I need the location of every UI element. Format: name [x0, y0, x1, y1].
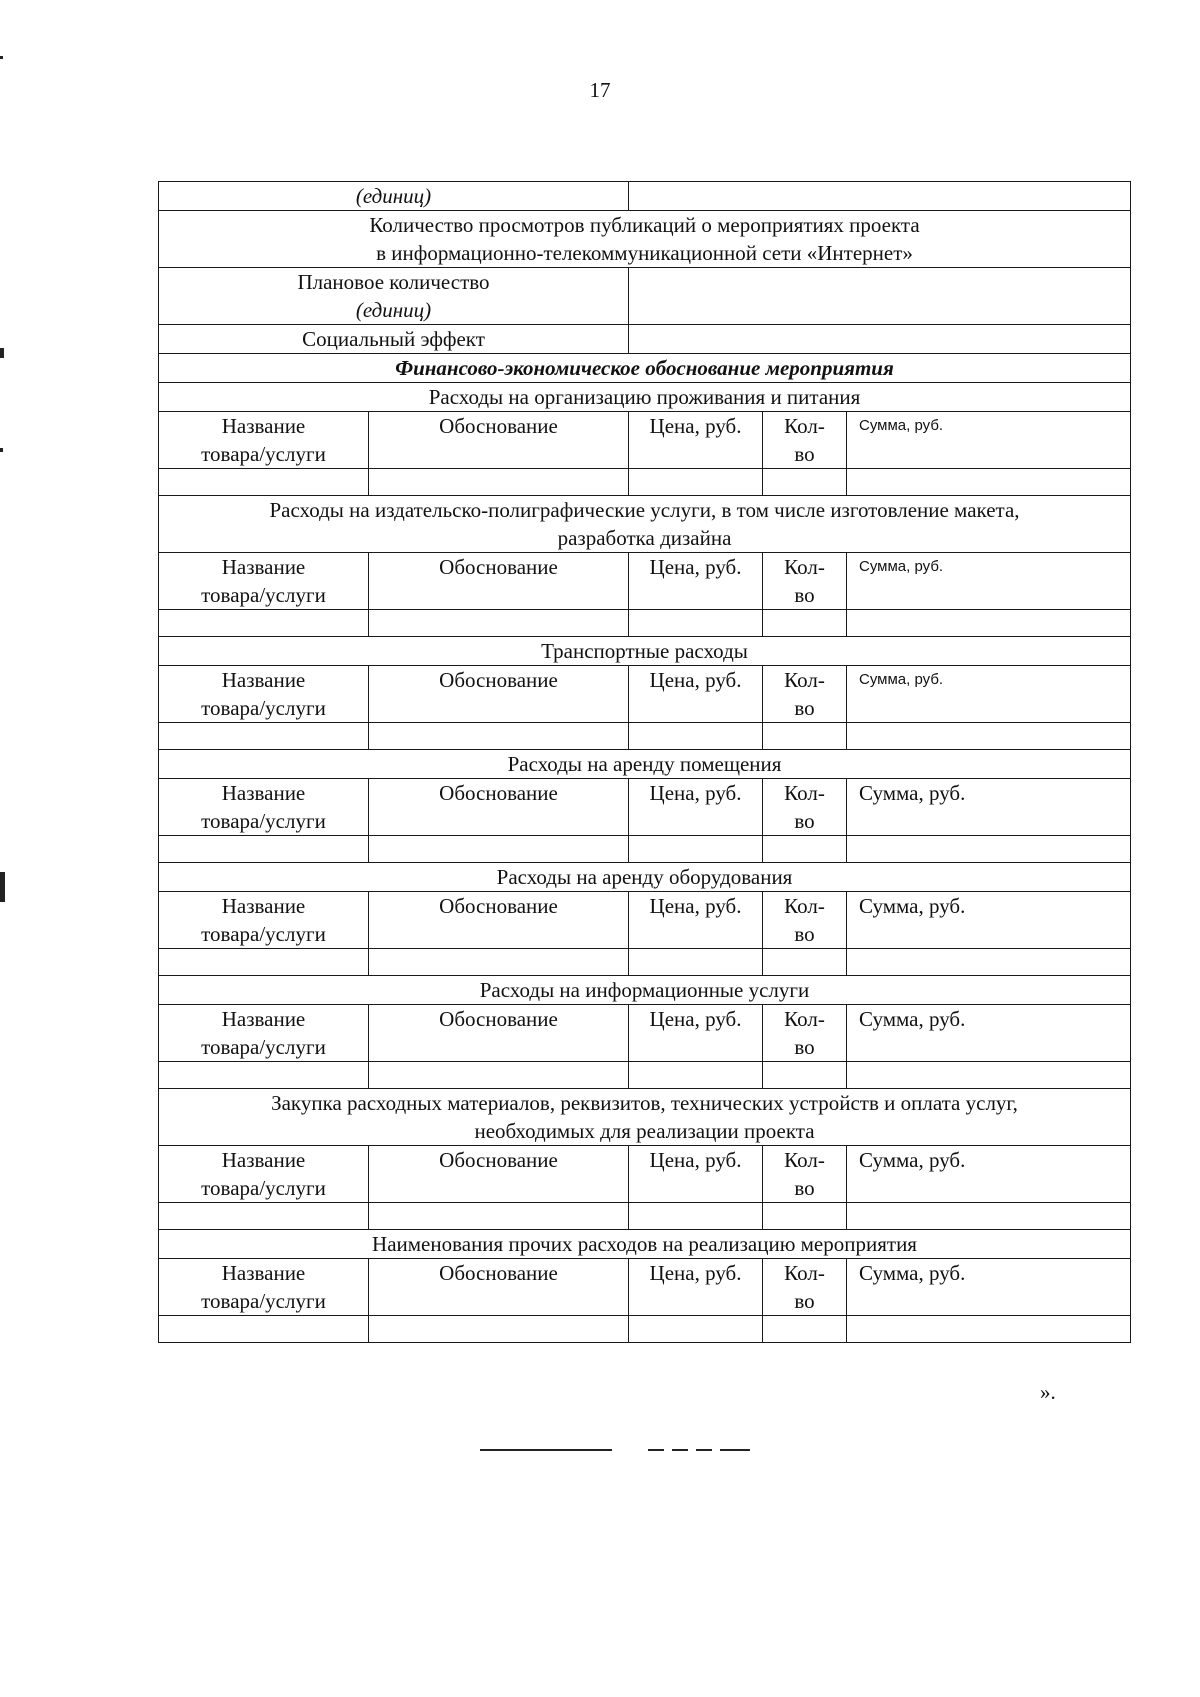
empty-data-row: [159, 1062, 1131, 1089]
empty-data-row: [159, 836, 1131, 863]
column-qty-header-line2: во: [794, 583, 815, 607]
column-qty-header: Кол-: [784, 1148, 825, 1172]
column-name-header: Название: [221, 414, 306, 438]
planned-units: (единиц): [355, 298, 432, 322]
column-name-header-line2: товара/услуги: [201, 583, 326, 607]
column-sum-header: Сумма, руб.: [847, 1146, 1131, 1203]
section-title-line2: разработка дизайна: [557, 526, 732, 550]
section-title-cell: [159, 496, 1131, 553]
section-title-line1: Закупка расходных материалов, реквизитов, технических устройств и оплата услуг,: [271, 1091, 1018, 1115]
column-qty-header: Кол-: [784, 555, 825, 579]
column-price-header: Цена, руб.: [629, 1146, 763, 1203]
column-name-header-line2: товара/услуги: [201, 1035, 326, 1059]
empty-data-row: [159, 1203, 1131, 1230]
section-title: Расходы на организацию проживания и питания: [159, 383, 1131, 412]
column-basis-header: Обоснование: [369, 1146, 629, 1203]
views-title-cell: [159, 211, 1131, 268]
closing-rule: [648, 1449, 664, 1451]
column-name-header: Название: [221, 1007, 306, 1031]
column-price-header: Цена, руб.: [629, 779, 763, 836]
column-price-header: Цена, руб.: [629, 553, 763, 610]
column-name-header: Название: [221, 668, 306, 692]
views-title-line1: Количество просмотров публикаций о мероприятиях проекта: [369, 213, 920, 237]
section-title-line2: необходимых для реализации проекта: [474, 1119, 815, 1143]
social-effect-label-cell: [159, 325, 629, 354]
column-name-header: Название: [221, 555, 306, 579]
social-effect-value-cell: [629, 325, 1131, 354]
project-form-table: [158, 181, 1131, 1343]
column-header-row: [159, 1146, 1131, 1203]
planned-label: Плановое количество: [297, 270, 490, 294]
column-qty-header: Кол-: [784, 781, 825, 805]
column-qty-header-line2: во: [794, 922, 815, 946]
scan-artifact-mark: [0, 56, 3, 59]
section-title: Наименования прочих расходов на реализацию мероприятия: [159, 1230, 1131, 1259]
column-header-row: [159, 779, 1131, 836]
column-qty-header: Кол-: [784, 1007, 825, 1031]
closing-rule: [672, 1449, 688, 1451]
scan-artifact-mark: [0, 448, 3, 452]
column-qty-header: Кол-: [784, 414, 825, 438]
column-qty-header-line2: во: [794, 1035, 815, 1059]
page-number: 17: [589, 78, 611, 102]
column-qty-header-line2: во: [794, 442, 815, 466]
column-sum-header: Сумма, руб.: [847, 666, 1131, 723]
units-label-cell: [159, 182, 629, 211]
column-name-header-line2: товара/услуги: [201, 922, 326, 946]
column-price-header: Цена, руб.: [629, 1005, 763, 1062]
column-name-header-line2: товара/услуги: [201, 442, 326, 466]
column-qty-header-line2: во: [794, 696, 815, 720]
planned-label-cell: [159, 268, 629, 325]
column-basis-header: Обоснование: [369, 779, 629, 836]
column-sum-header: Сумма, руб.: [847, 1259, 1131, 1316]
column-basis-header: Обоснование: [369, 892, 629, 949]
column-name-header-line2: товара/услуги: [201, 1289, 326, 1313]
column-basis-header: Обоснование: [369, 666, 629, 723]
column-sum-header: Сумма, руб.: [847, 779, 1131, 836]
column-basis-header: Обоснование: [369, 1259, 629, 1316]
column-header-row: [159, 892, 1131, 949]
column-name-header: Название: [221, 1148, 306, 1172]
section-title: Расходы на аренду оборудования: [159, 863, 1131, 892]
column-header-row: [159, 1005, 1131, 1062]
column-price-header: Цена, руб.: [629, 666, 763, 723]
section-title-cell: [159, 1089, 1131, 1146]
column-qty-header-line2: во: [794, 809, 815, 833]
views-title-line2: в информационно-телекоммуникационной сети «Интернет»: [376, 241, 913, 265]
column-price-header: Цена, руб.: [629, 1259, 763, 1316]
empty-data-row: [159, 723, 1131, 750]
column-sum-header: Сумма, руб.: [847, 1005, 1131, 1062]
empty-data-row: [159, 949, 1131, 976]
empty-data-row: [159, 469, 1131, 496]
column-name-header: Название: [221, 894, 306, 918]
column-qty-header: Кол-: [784, 1261, 825, 1285]
empty-data-row: [159, 1316, 1131, 1343]
column-name-header-line2: товара/услуги: [201, 809, 326, 833]
column-qty-header-line2: во: [794, 1176, 815, 1200]
column-qty-header: Кол-: [784, 894, 825, 918]
column-basis-header: Обоснование: [369, 1005, 629, 1062]
column-header-row: [159, 553, 1131, 610]
section-title: Расходы на аренду помещения: [159, 750, 1131, 779]
column-sum-header: Сумма, руб.: [847, 412, 1131, 469]
column-qty-header-line2: во: [794, 1289, 815, 1313]
closing-rule: [480, 1449, 612, 1451]
column-name-header: Название: [221, 781, 306, 805]
column-basis-header: Обоснование: [369, 553, 629, 610]
column-sum-header: Сумма, руб.: [847, 892, 1131, 949]
column-qty-header: Кол-: [784, 668, 825, 692]
column-price-header: Цена, руб.: [629, 412, 763, 469]
units-label: (единиц): [355, 184, 432, 208]
column-sum-header: Сумма, руб.: [847, 553, 1131, 610]
column-name-header-line2: товара/услуги: [201, 696, 326, 720]
section-title-line1: Расходы на издательско-полиграфические услуги, в том числе изготовление макета,: [269, 498, 1020, 522]
social-effect-label: Социальный эффект: [302, 327, 485, 351]
column-basis-header: Обоснование: [369, 412, 629, 469]
column-header-row: [159, 1259, 1131, 1316]
scan-artifact-mark: [0, 872, 5, 902]
closing-rule: [696, 1449, 712, 1451]
scan-artifact-mark: [0, 348, 4, 358]
units-value-cell: [629, 182, 1131, 211]
planned-value-cell: [629, 268, 1131, 325]
financial-title: Финансово-экономическое обоснование мероприятия: [159, 354, 1131, 383]
column-price-header: Цена, руб.: [629, 892, 763, 949]
column-name-header: Название: [221, 1261, 306, 1285]
column-header-row: [159, 412, 1131, 469]
section-title: Расходы на информационные услуги: [159, 976, 1131, 1005]
section-title: Транспортные расходы: [159, 637, 1131, 666]
column-header-row: [159, 666, 1131, 723]
closing-rule: [720, 1449, 750, 1451]
closing-quote: ».: [1040, 1380, 1056, 1404]
empty-data-row: [159, 610, 1131, 637]
column-name-header-line2: товара/услуги: [201, 1176, 326, 1200]
